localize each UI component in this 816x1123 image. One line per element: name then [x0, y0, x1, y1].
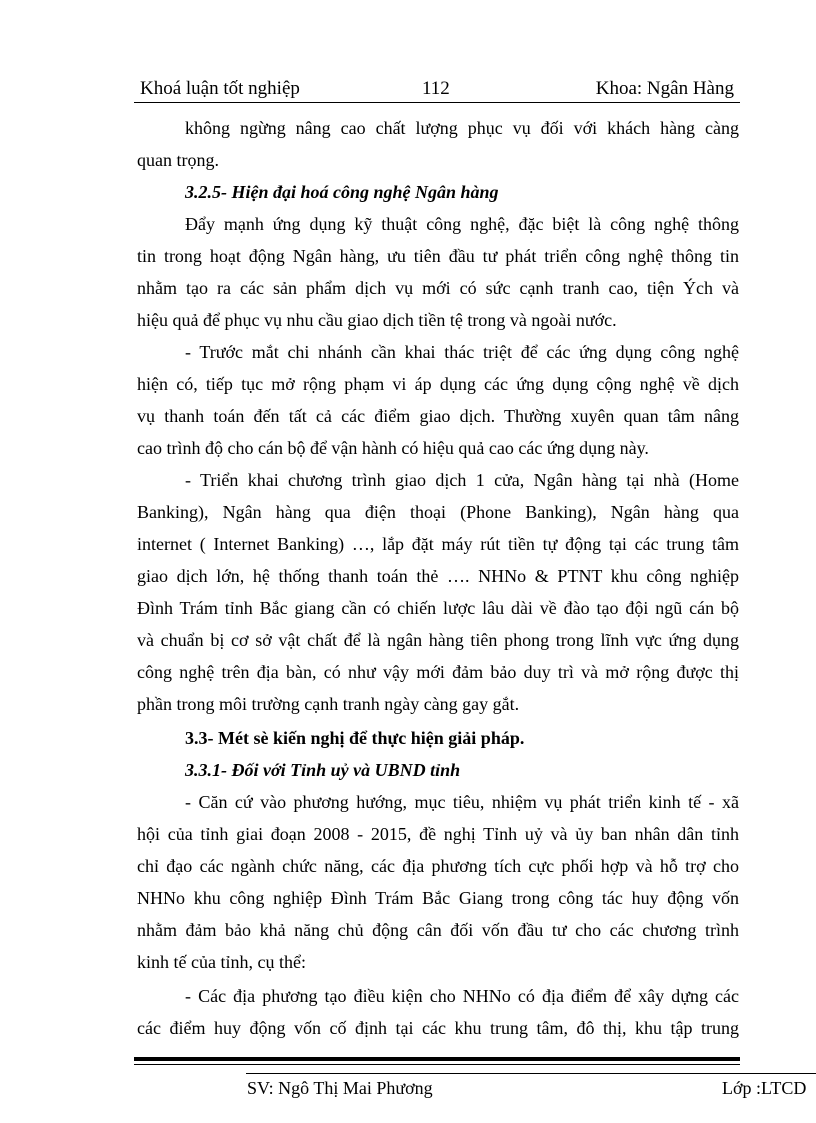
text-line: NHNo khu công nghiệp Đình Trám Bắc Giang trong công tác huy động vốn	[137, 888, 739, 908]
text-line: Banking), Ngân hàng qua điện thoại (Phone Banking), Ngân hàng qua	[137, 502, 739, 522]
text-line: - Trước mắt chi nhánh cần khai thác triệt để các ứng dụng công nghệ	[185, 342, 739, 362]
footer-rule-thick	[134, 1057, 740, 1061]
text-line: các điểm huy động vốn cố định tại các khu trung tâm, đô thị, khu tập trung	[137, 1018, 739, 1038]
text-line: - Các địa phương tạo điều kiện cho NHNo có địa điểm để xây dựng các	[185, 986, 739, 1006]
text-line: không ngừng nâng cao chất lượng phục vụ đối với khách hàng càng	[185, 118, 739, 138]
text-line: Đẩy mạnh ứng dụng kỹ thuật công nghệ, đặc biệt là công nghệ thông	[185, 214, 739, 234]
text-line: quan trọng.	[137, 150, 219, 170]
text-line: Đình Trám tỉnh Bắc giang cần có chiến lược lâu dài về đào tạo đội ngũ cán bộ	[137, 598, 739, 618]
text-line: và chuẩn bị cơ sở vật chất để là ngân hàng tiên phong trong lĩnh vực ứng dụng	[137, 630, 739, 650]
section-heading-3-2-5: 3.2.5- Hiện đại hoá công nghệ Ngân hàng	[185, 182, 499, 202]
text-line: chỉ đạo các ngành chức năng, các địa phương tích cực phối hợp và hỗ trợ cho	[137, 856, 739, 876]
page-header	[138, 78, 738, 104]
section-heading-3-3: 3.3- Mét sè kiến nghị để thực hiện giải pháp.	[185, 728, 525, 748]
text-line: nhằm đảm bảo khả năng chủ động cân đối vốn đầu tư cho các chương trình	[137, 920, 739, 940]
text-line: kinh tế của tỉnh, cụ thể:	[137, 952, 306, 972]
text-line: nhằm tạo ra các sản phẩm dịch vụ mới có sức cạnh tranh cao, tiện Ých và	[137, 278, 739, 298]
text-line: - Căn cứ vào phương hướng, mục tiêu, nhiệm vụ phát triển kinh tế - xã	[185, 792, 739, 812]
footer-rule-thin	[134, 1064, 740, 1065]
text-line: giao dịch lớn, hệ thống thanh toán thẻ …. NHNo & PTNT khu công nghiệp	[137, 566, 739, 586]
text-line: công nghệ trên địa bàn, có như vậy mới đảm bảo duy trì và mở rộng được thị	[137, 662, 739, 682]
page-number: 112	[422, 78, 450, 99]
text-line: phần trong môi trường cạnh tranh ngày càng gay gắt.	[137, 694, 520, 714]
class-label: Lớp :LTCD	[722, 1078, 807, 1098]
section-heading-3-3-1: 3.3.1- Đối với Tỉnh uỷ và UBND tỉnh	[185, 760, 461, 780]
faculty-label: Khoa: Ngân Hàng	[595, 78, 734, 99]
header-divider	[134, 102, 740, 103]
thesis-type-label: Khoá luận tốt nghiệp	[140, 78, 300, 99]
text-line: vụ thanh toán đến tất cả các điểm giao dịch. Thường xuyên quan tâm nâng	[137, 406, 739, 426]
text-line: hội của tỉnh giai đoạn 2008 - 2015, đề nghị Tỉnh uỷ và ủy ban nhân dân tỉnh	[137, 824, 739, 844]
text-line: internet ( Internet Banking) …, lắp đặt máy rút tiền tự động tại các trung tâm	[137, 534, 739, 554]
text-line: - Triển khai chương trình giao dịch 1 cửa, Ngân hàng tại nhà (Home	[185, 470, 739, 490]
text-line: hiện có, tiếp tục mở rộng phạm vi áp dụng các ứng dụng cộng nghệ về dịch	[137, 374, 739, 394]
footer-rule-underline	[246, 1073, 816, 1074]
text-line: cao trình độ cho cán bộ để vận hành có hiệu quả cao các ứng dụng này.	[137, 438, 649, 458]
text-line: tin trong hoạt động Ngân hàng, ưu tiên đầu tư phát triển công nghệ thông tin	[137, 246, 739, 266]
student-name: SV: Ngô Thị Mai Phương	[247, 1078, 433, 1098]
text-line: hiệu quả để phục vụ nhu cầu giao dịch tiền tệ trong và ngoài nước.	[137, 310, 617, 330]
